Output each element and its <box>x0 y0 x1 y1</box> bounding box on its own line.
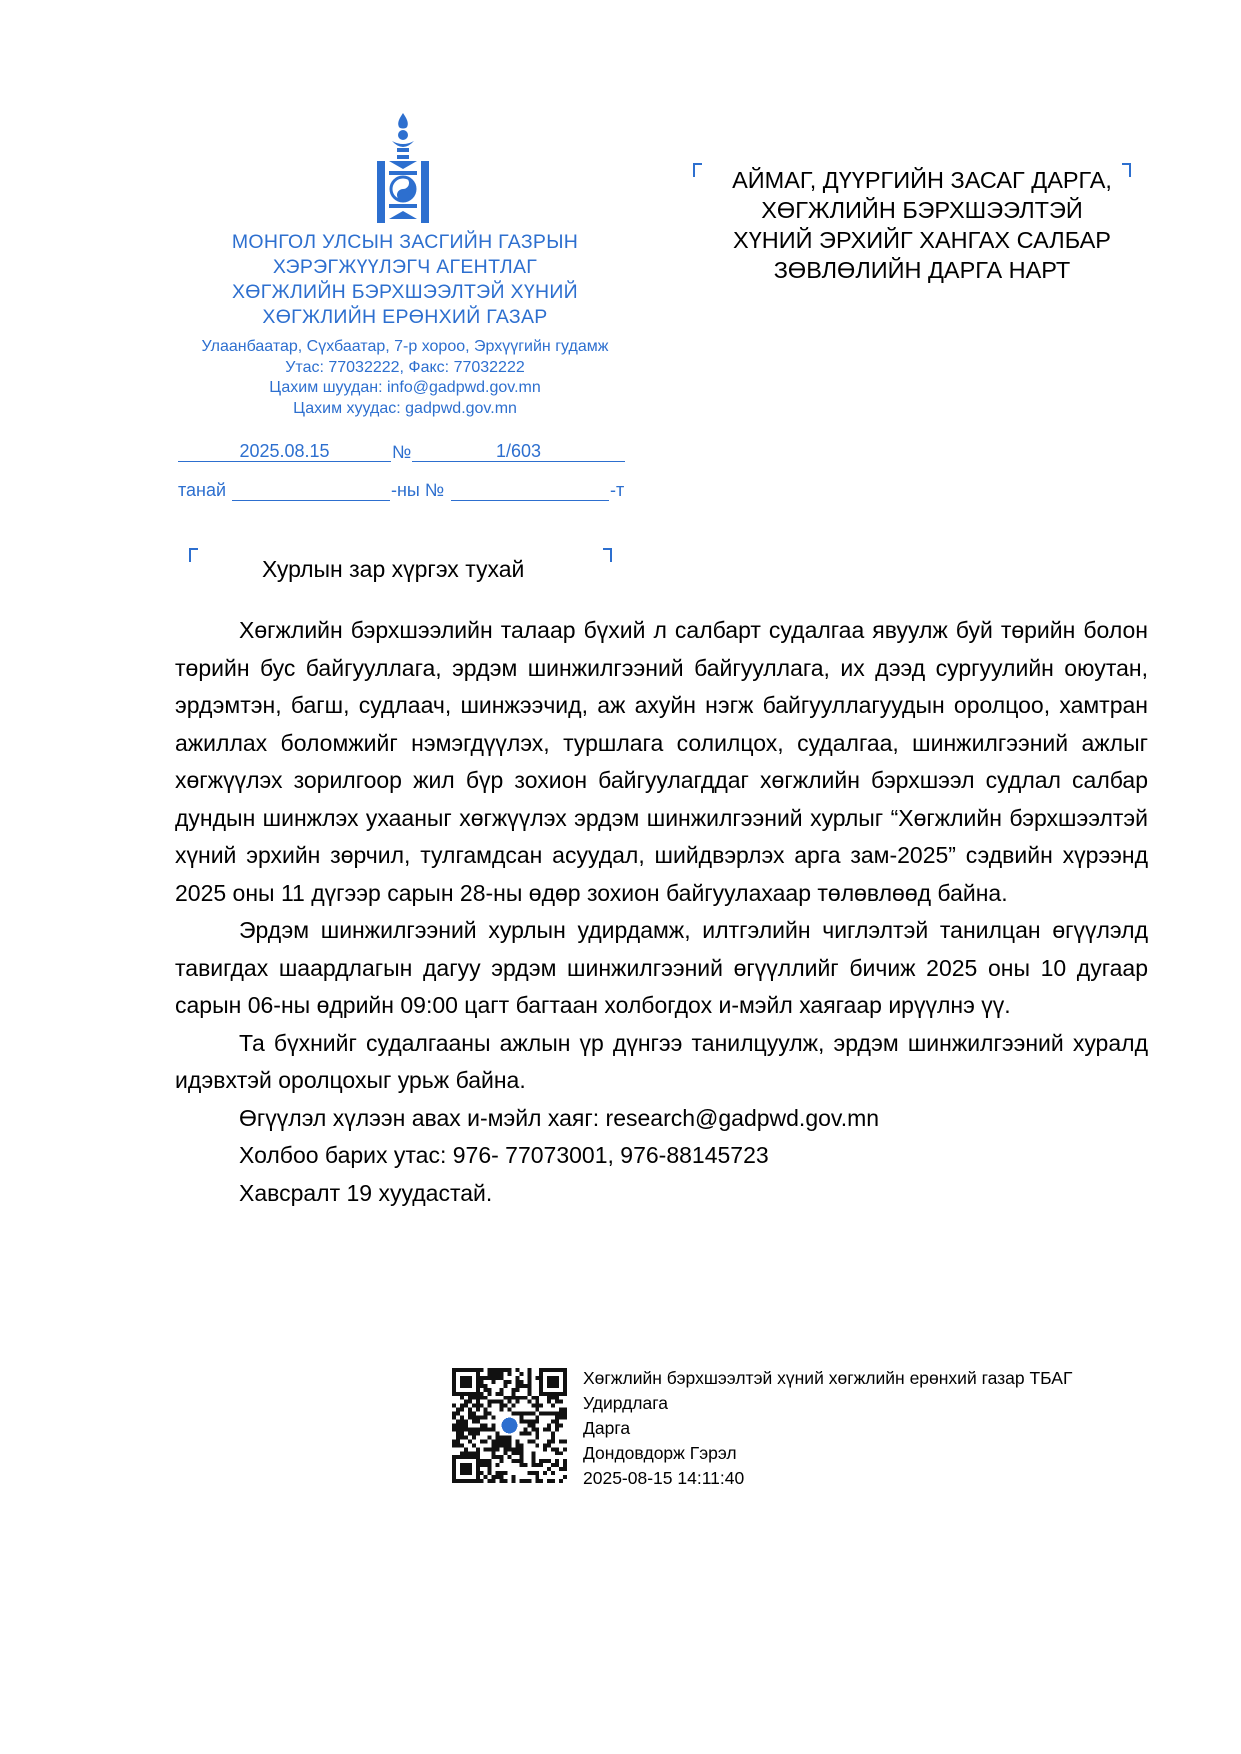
ref-label-number: -ны № <box>391 480 445 500</box>
org-line: ХӨГЖЛИЙН ЕРӨНХИЙ ГАЗАР <box>262 306 548 328</box>
number-label: № <box>392 442 412 462</box>
letter-body <box>175 612 1148 1212</box>
email-line: Цахим шуудан: info@gadpwd.gov.mn <box>269 379 541 396</box>
org-line: МОНГОЛ УЛСЫН ЗАСГИЙН ГАЗРЫН <box>231 231 579 253</box>
ref-number-blank <box>451 480 609 501</box>
ref-label-yours: танай <box>178 480 227 500</box>
signature-block <box>583 1366 1072 1491</box>
document-number: 1/603 <box>412 441 625 462</box>
org-line: ХЭРЭГЖҮҮЛЭГЧ АГЕНТЛАГ <box>272 256 538 278</box>
body-paragraph: Эрдэм шинжилгээний хурлын удирдамж, илтгэлийн чиглэлтэй танилцан өгүүлэлд тавигдах шаардлагын дагуу эрдэм шинжилгээний өгүүллийг бичиж 2025 оны 10 дугаар сарын 06-ны өдрийн 09:00 цагт багтаан холбогдох и-мэйл хаягаар ирүүлнэ үү. <box>175 917 1148 1018</box>
phone-line: Утас: 77032222, Факс: 77032222 <box>285 358 525 376</box>
signature-timestamp: 2025-08-15 14:11:40 <box>583 1468 745 1488</box>
addressee-line: ХҮНИЙ ЭРХИЙГ ХАНГАХ САЛБАР <box>733 227 1111 253</box>
signer-position: Дарга <box>583 1418 631 1438</box>
corner-mark <box>603 548 612 562</box>
signer-organization: Хөгжлийн бэрхшээлтэй хүний хөгжлийн ерөнхий газар ТБАГ <box>583 1368 1073 1388</box>
signer-name: Дондовдорж Гэрэл <box>583 1443 737 1463</box>
document-date: 2025.08.15 <box>178 441 391 462</box>
contact-phone: Холбоо барих утас: 976- 77073001, 976-88145723 <box>239 1142 769 1168</box>
contact-info <box>170 337 640 419</box>
addressee-line: ХӨГЖЛИЙН БЭРХШЭЭЛТЭЙ <box>761 197 1083 223</box>
signer-unit: Удирдлага <box>583 1393 668 1413</box>
organization-name <box>170 230 640 330</box>
address-line: Улаанбаатар, Сүхбаатар, 7-р хороо, Эрхүүгийн гудамж <box>201 338 609 355</box>
qr-code-icon <box>452 1368 567 1483</box>
org-line: ХӨГЖЛИЙН БЭРХШЭЭЛТЭЙ ХҮНИЙ <box>232 281 578 303</box>
attachment-note: Хавсралт 19 хуудастай. <box>239 1179 493 1206</box>
body-paragraph: Та бүхнийг судалгааны ажлын үр дүнгээ танилцуулж, эрдэм шинжилгээний хуралд идэвхтэй оролцохыг урьж байна. <box>175 1029 1148 1093</box>
website-line: Цахим хуудас: gadpwd.gov.mn <box>293 399 517 417</box>
addressee-line: ЗӨВЛӨЛИЙН ДАРГА НАРТ <box>773 257 1071 283</box>
subject-line: Хурлын зар хүргэх тухай <box>262 556 525 582</box>
body-paragraph: Хөгжлийн бэрхшээлийн талаар бүхий л салбарт судалгаа явуулж буй төрийн болон төрийн бус байгууллага, эрдэм шинжилгээний байгууллага, их дээд сургуулийн оюутан, эрдэмтэн, багш, судлаач, шинжээчид, аж ахуйн нэгж байгууллагуудын оролцоо, хамтран ажиллах боломжийг нэмэгдүүлэх, туршлага солилцох, судалгаа, шинжилгээний ажлыг хөгжүүлэх зорилгоор жил бүр зохион байгуулагддаг хөгжлийн бэрхшээл судлал салбар дундын шинжлэх ухааныг хөгжүүлэх эрдэм шинжилгээний хурлыг “Хөгжлийн бэрхшээлтэй хүний эрхийн зөрчил, тулгамдсан асуудал, шийдвэрлэх арга зам-2025” сэдвийн хүрээнд 2025 оны 11 дүгээр сарын 28-ны өдөр зохион байгуулахаар төлөвлөөд байна. <box>175 617 1148 906</box>
corner-mark <box>189 548 198 562</box>
addressee <box>702 165 1142 285</box>
corner-mark <box>693 163 702 177</box>
submission-email: Өгүүлэл хүлээн авах и-мэйл хаяг: research@gadpwd.gov.mn <box>239 1104 880 1131</box>
state-emblem-icon <box>375 113 431 223</box>
ref-label-suffix: -т <box>610 480 625 500</box>
ref-date-blank <box>232 480 390 501</box>
addressee-line: АЙМАГ, ДҮҮРГИЙН ЗАСАГ ДАРГА, <box>732 167 1112 193</box>
